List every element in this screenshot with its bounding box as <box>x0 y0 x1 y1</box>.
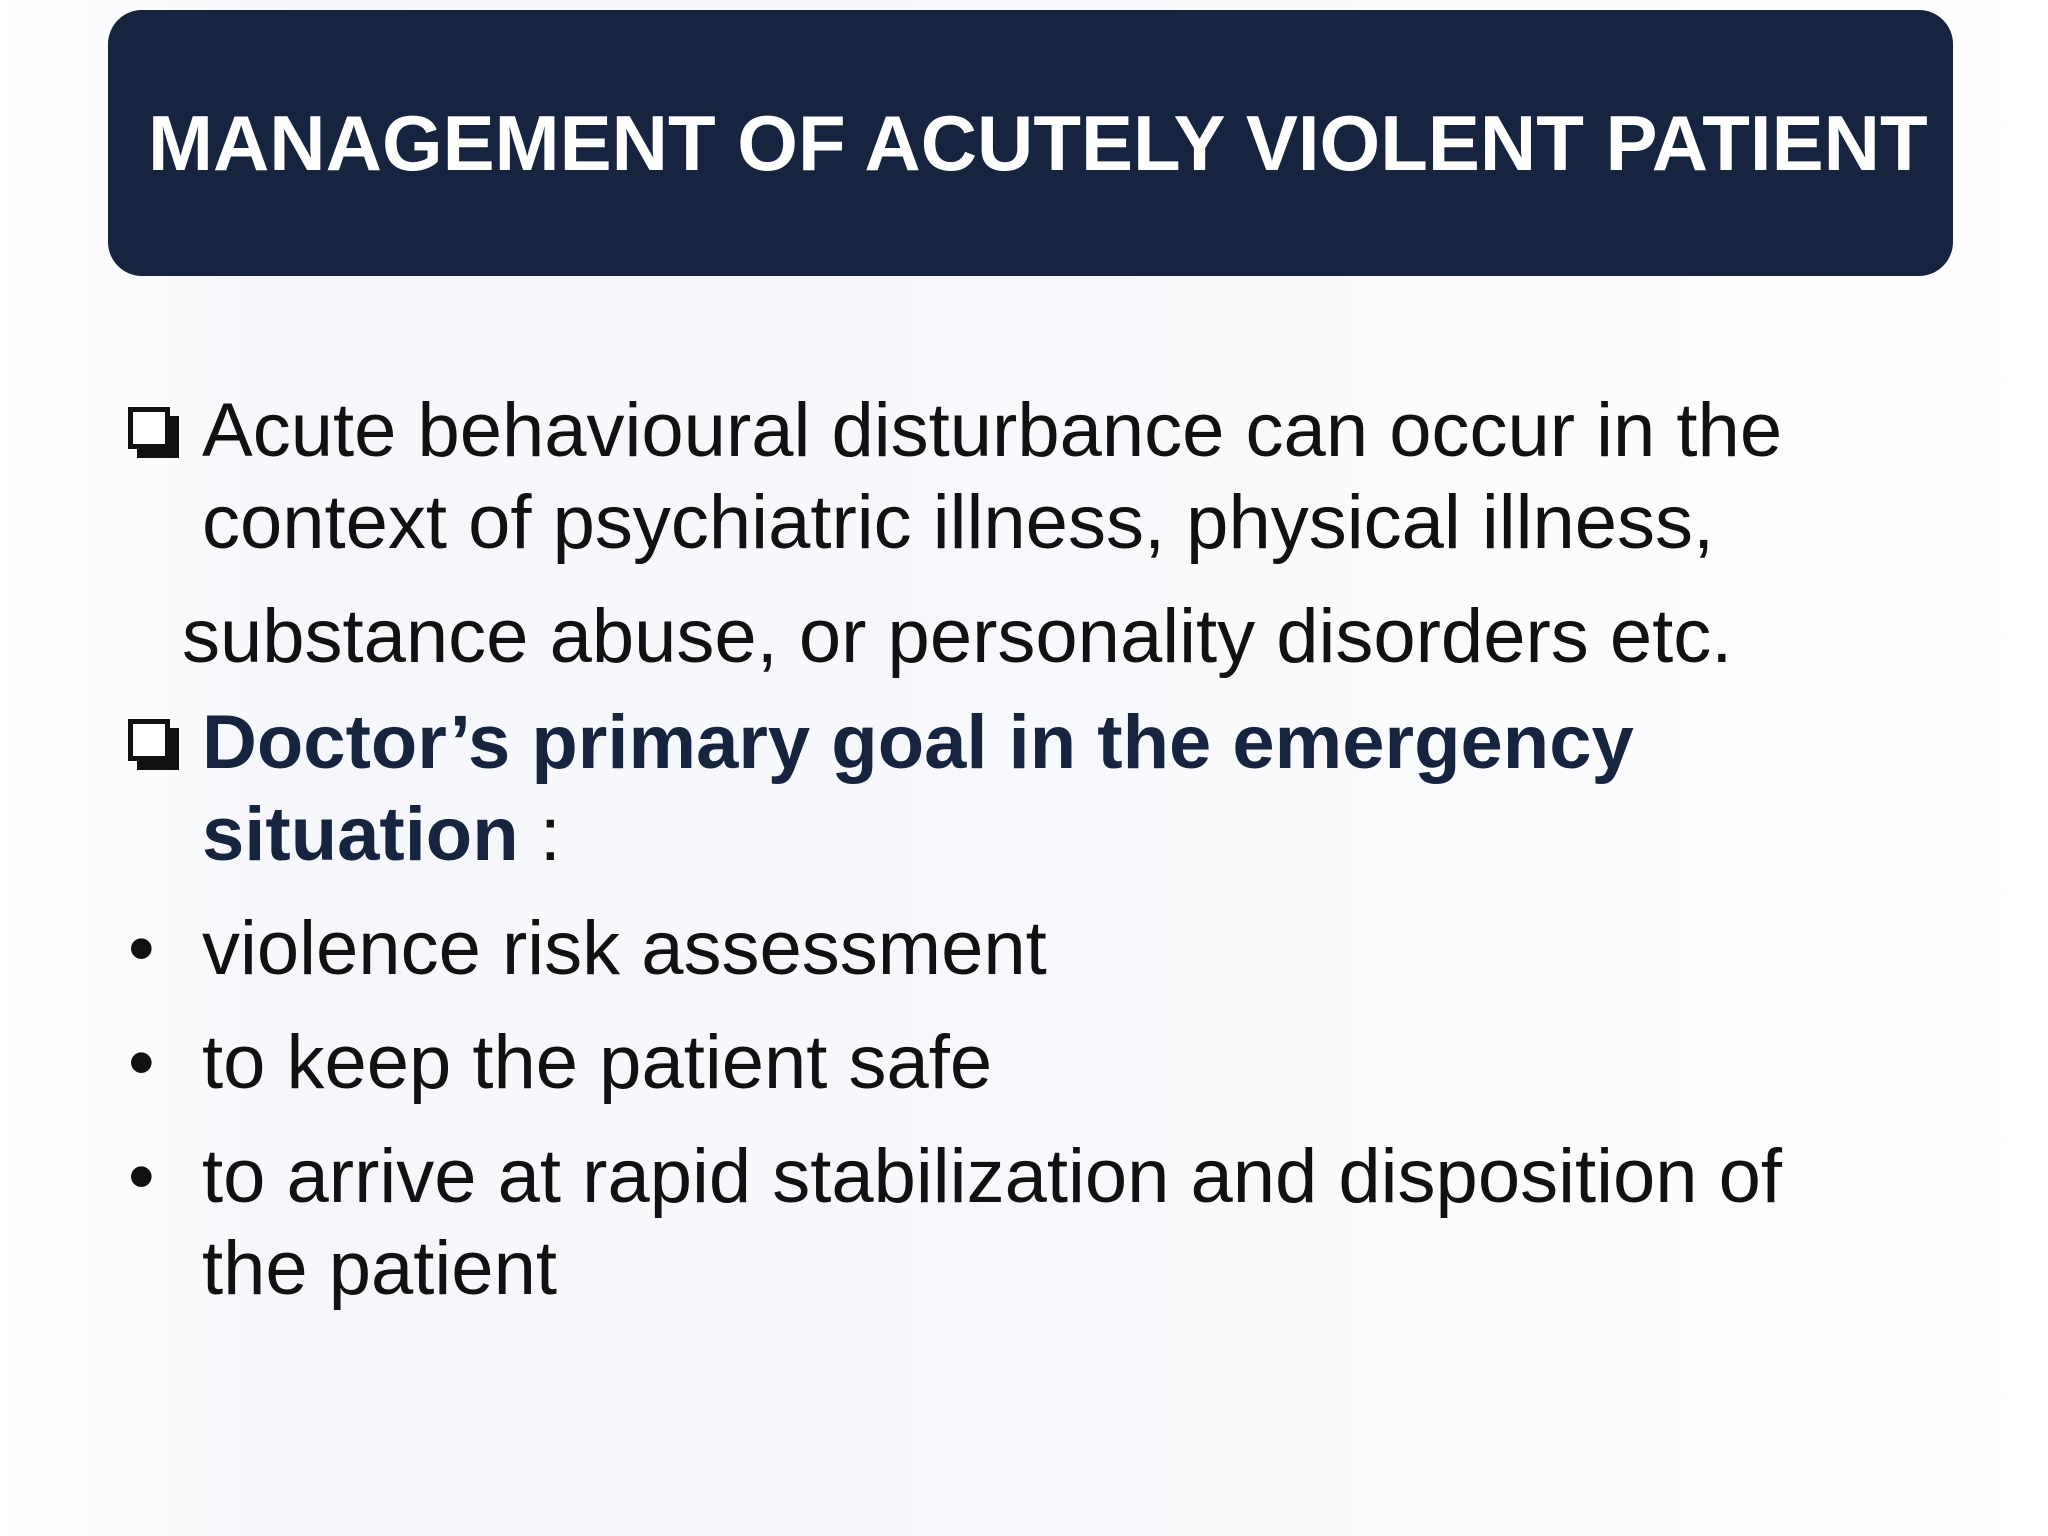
paragraph-goal-colon: : <box>518 792 561 877</box>
slide-title: MANAGEMENT OF ACUTELY VIOLENT PATIENT <box>148 98 1928 187</box>
list-item <box>128 1017 1928 1109</box>
paragraph-goal-situation: situation <box>202 792 519 877</box>
paragraph-context <box>128 385 1928 569</box>
list-item <box>128 903 1928 995</box>
list-item-text: to keep the patient safe <box>202 1020 993 1105</box>
bullet-dot-icon: • <box>128 1134 155 1219</box>
paragraph-goal-line1: Doctor’s primary goal in the emergency <box>202 700 1634 785</box>
goal-bullet-list <box>128 903 1928 1315</box>
list-item-text: violence risk assessment <box>202 906 1047 991</box>
paragraph-goal <box>128 697 1928 881</box>
hollow-square-bullet-icon <box>128 407 180 459</box>
bullet-dot-icon: • <box>128 906 155 991</box>
list-item-text: to arrive at rapid stabilization and disposition of <box>202 1134 1783 1219</box>
list-item-text-cont: the patient <box>202 1226 557 1311</box>
paragraph-context-line2: context of psychiatric illness, physical illness, <box>202 480 1715 565</box>
hollow-square-bullet-icon <box>128 719 180 771</box>
title-bar <box>108 10 1953 276</box>
bullet-dot-icon: • <box>128 1020 155 1105</box>
slide-body <box>128 385 1928 1337</box>
paragraph-context-line1: Acute behavioural disturbance can occur in the <box>202 388 1783 473</box>
paragraph-context-line3: substance abuse, or personality disorders etc. <box>182 594 1733 679</box>
list-item <box>128 1131 1928 1315</box>
